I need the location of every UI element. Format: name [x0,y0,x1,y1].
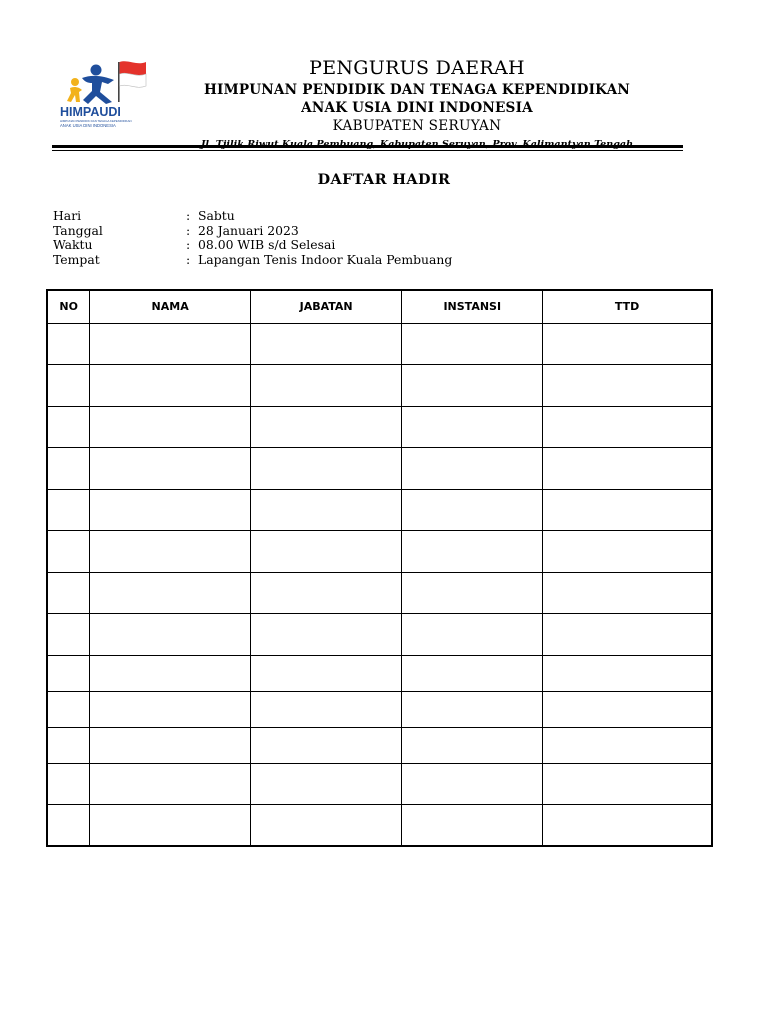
table-cell-ttd[interactable] [543,805,712,847]
detail-label: Tempat [53,251,100,267]
table-cell-no[interactable] [47,655,90,691]
detail-row-date [53,224,452,239]
table-cell-nama[interactable] [90,614,250,656]
table-cell-jabatan[interactable] [250,489,402,531]
detail-row-day [53,209,452,224]
table-cell-nama[interactable] [90,323,250,365]
table-cell-instansi[interactable] [402,365,543,407]
table-cell-instansi[interactable] [402,763,543,805]
table-cell-instansi[interactable] [402,572,543,614]
letterhead-divider-thin [52,150,683,151]
table-cell-ttd[interactable] [543,614,712,656]
table-cell-jabatan[interactable] [250,727,402,763]
table-cell-instansi[interactable] [402,727,543,763]
detail-value: 08.00 WIB s/d Selesai [198,237,336,252]
table-row [47,448,712,490]
table-header-row [47,290,712,323]
table-row [47,572,712,614]
table-cell-no[interactable] [47,614,90,656]
svg-text:ANAK USIA DINI INDONESIA: ANAK USIA DINI INDONESIA [60,123,116,128]
table-cell-ttd[interactable] [543,691,712,727]
table-cell-nama[interactable] [90,805,250,847]
table-cell-jabatan[interactable] [250,323,402,365]
detail-separator: : [186,208,191,223]
table-cell-jabatan[interactable] [250,448,402,490]
table-cell-nama[interactable] [90,448,250,490]
table-cell-nama[interactable] [90,727,250,763]
table-cell-ttd[interactable] [543,448,712,490]
org-title: PENGURUS DAERAH [309,57,525,79]
letterhead-divider-thick [52,145,683,148]
table-cell-jabatan[interactable] [250,655,402,691]
table-cell-nama[interactable] [90,531,250,573]
column-header-ttd: TTD [543,290,712,323]
table-cell-no[interactable] [47,365,90,407]
table-cell-no[interactable] [47,323,90,365]
table-row [47,406,712,448]
table-cell-no[interactable] [47,805,90,847]
table-cell-no[interactable] [47,572,90,614]
table-cell-ttd[interactable] [543,323,712,365]
table-cell-instansi[interactable] [402,691,543,727]
table-cell-instansi[interactable] [402,531,543,573]
table-cell-no[interactable] [47,727,90,763]
detail-value: Sabtu [198,208,235,223]
attendance-table-body [47,323,712,846]
table-row [47,805,712,847]
table-cell-jabatan[interactable] [250,614,402,656]
table-cell-nama[interactable] [90,406,250,448]
table-cell-nama[interactable] [90,691,250,727]
column-header-jabatan: JABATAN [250,290,402,323]
table-cell-ttd[interactable] [543,572,712,614]
org-name-line-2: ANAK USIA DINI INDONESIA [301,100,533,116]
letterhead [52,56,684,152]
table-row [47,614,712,656]
table-row [47,727,712,763]
table-cell-ttd[interactable] [543,406,712,448]
table-cell-no[interactable] [47,406,90,448]
detail-value: 28 Januari 2023 [198,222,299,238]
table-cell-no[interactable] [47,763,90,805]
column-header-instansi: INSTANSI [402,290,543,323]
table-cell-jabatan[interactable] [250,763,402,805]
org-name-line-1: HIMPUNAN PENDIDIK DAN TENAGA KEPENDIDIKAN [203,82,631,98]
column-header-nama: NAMA [90,290,250,323]
table-cell-instansi[interactable] [402,805,543,847]
event-details [53,209,452,267]
letterhead-text [150,56,684,153]
table-cell-instansi[interactable] [402,614,543,656]
svg-text:HIMPAUDI: HIMPAUDI [60,105,121,119]
table-cell-no[interactable] [47,531,90,573]
detail-row-place [53,253,452,268]
detail-value: Lapangan Tenis Indoor Kuala Pembuang [198,251,453,267]
table-cell-ttd[interactable] [543,727,712,763]
table-cell-nama[interactable] [90,763,250,805]
table-cell-nama[interactable] [90,489,250,531]
table-cell-no[interactable] [47,691,90,727]
table-cell-jabatan[interactable] [250,805,402,847]
table-cell-ttd[interactable] [543,763,712,805]
table-cell-jabatan[interactable] [250,691,402,727]
table-row [47,691,712,727]
table-cell-ttd[interactable] [543,365,712,407]
table-cell-jabatan[interactable] [250,572,402,614]
table-row [47,763,712,805]
table-cell-nama[interactable] [90,572,250,614]
table-row [47,489,712,531]
table-row [47,531,712,573]
table-cell-ttd[interactable] [543,489,712,531]
table-cell-ttd[interactable] [543,655,712,691]
table-cell-no[interactable] [47,489,90,531]
table-cell-nama[interactable] [90,365,250,407]
table-row [47,365,712,407]
detail-row-time [53,238,452,253]
himpaudi-logo-icon [58,58,150,130]
table-cell-instansi[interactable] [402,406,543,448]
table-cell-nama[interactable] [90,655,250,691]
table-cell-instansi[interactable] [402,655,543,691]
table-cell-instansi[interactable] [402,489,543,531]
detail-label: Hari [53,208,82,223]
attendance-table [46,289,713,847]
table-cell-jabatan[interactable] [250,406,402,448]
detail-label: Tanggal [53,222,103,238]
org-region: KABUPATEN SERUYAN [332,118,502,134]
table-row [47,655,712,691]
document-title: DAFTAR HADIR [317,171,451,188]
column-header-no: NO [47,290,90,323]
table-cell-ttd[interactable] [543,531,712,573]
table-cell-no[interactable] [47,448,90,490]
detail-label: Waktu [53,237,93,252]
table-cell-instansi[interactable] [402,448,543,490]
svg-text:HIMPUNAN PENDIDIK DAN TENAGA K: HIMPUNAN PENDIDIK DAN TENAGA KEPENDIDIKAN [60,119,132,123]
detail-separator: : [186,237,191,252]
table-row [47,323,712,365]
detail-separator: : [186,222,191,238]
detail-separator: : [186,251,191,267]
table-cell-jabatan[interactable] [250,531,402,573]
table-cell-jabatan[interactable] [250,365,402,407]
table-cell-instansi[interactable] [402,323,543,365]
